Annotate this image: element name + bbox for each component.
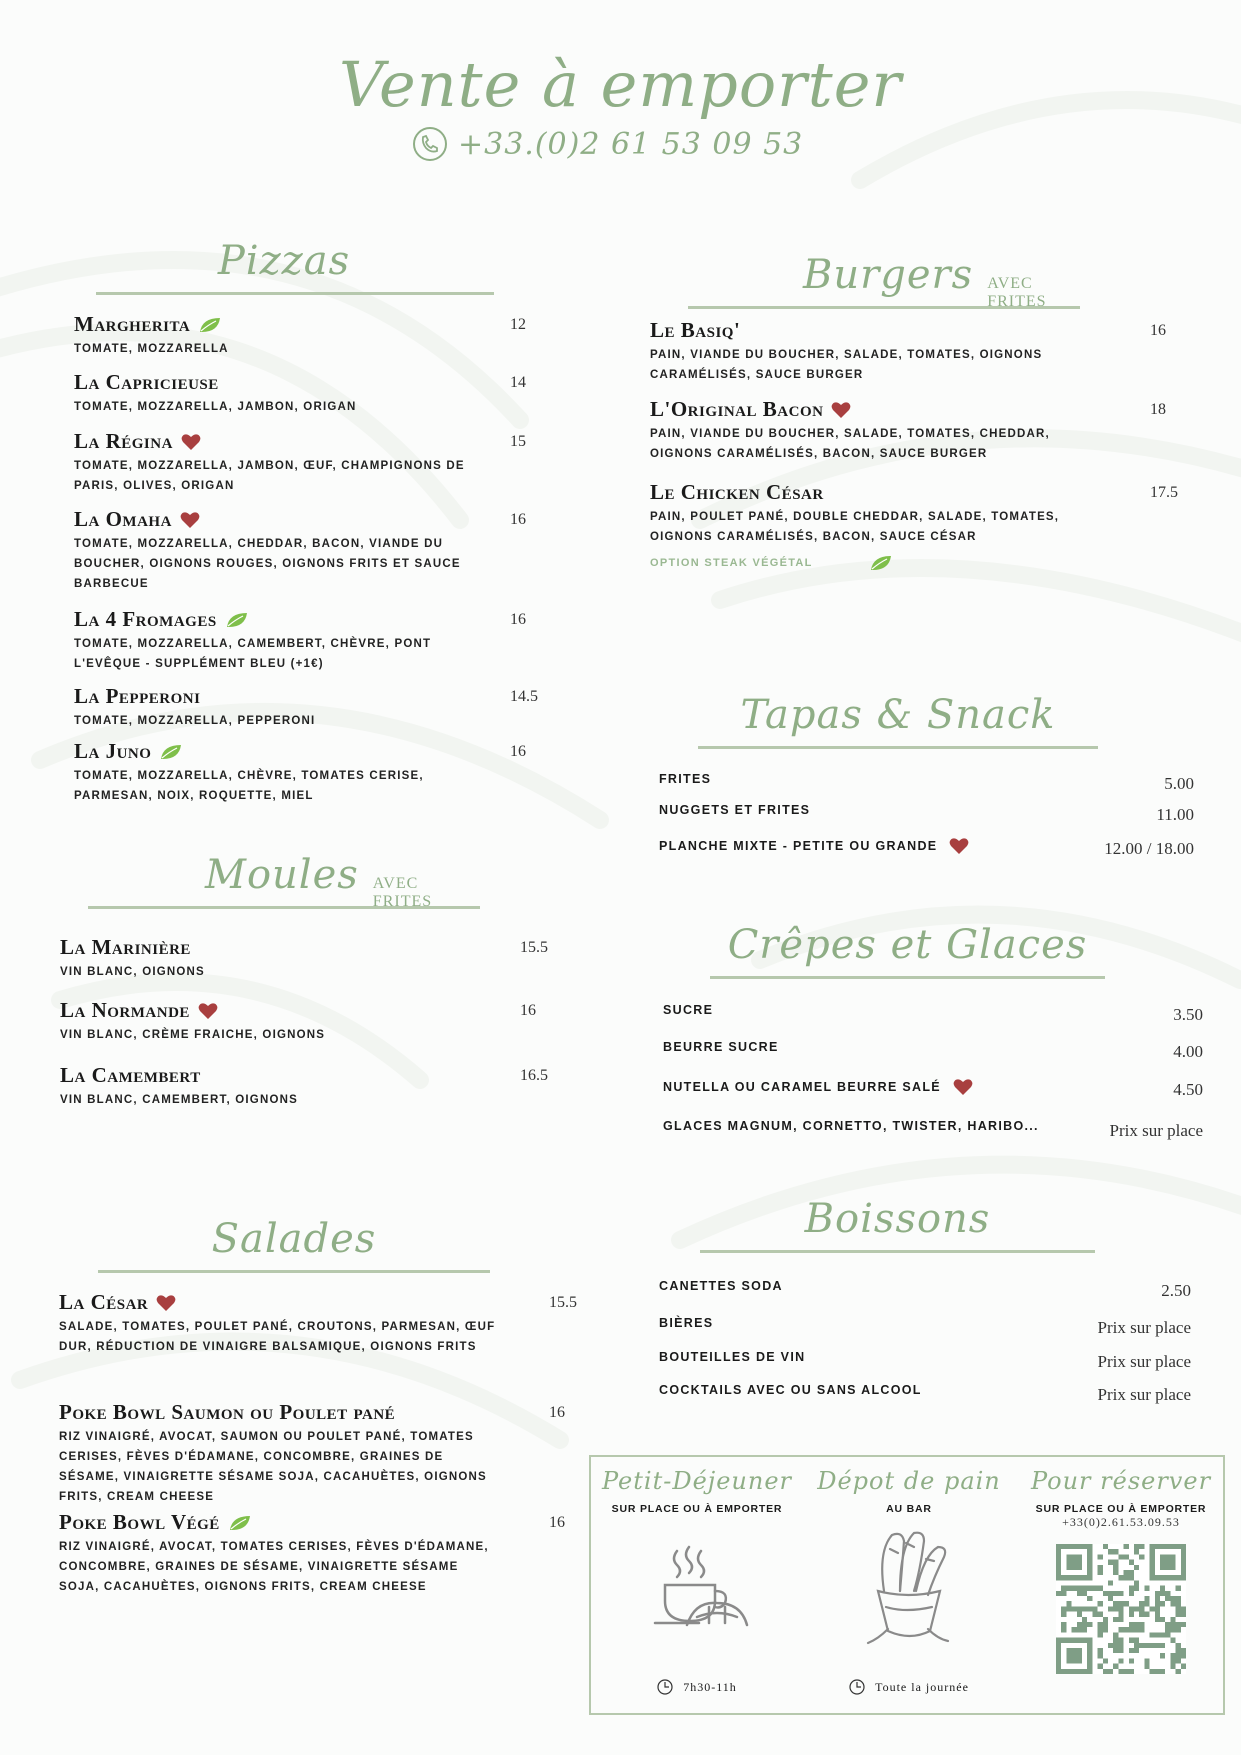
item-name	[60, 935, 550, 960]
reserve-panel	[1015, 1457, 1227, 1713]
item-description: TOMATE, MOZZARELLA, CAMEMBERT, CHÈVRE, PONT L'EVÊQUE - SUPPLÉMENT BLEU (+1€)	[74, 638, 432, 670]
item-name-text: La César	[59, 1290, 149, 1314]
item-price: 16	[520, 1002, 536, 1019]
item-name	[74, 429, 524, 454]
leaf-icon	[159, 743, 183, 761]
menu-item	[74, 312, 524, 359]
item-name-text: La Régina	[74, 429, 173, 453]
moules-section	[80, 852, 480, 909]
item-description: VIN BLANC, CRÈME FRAICHE, OIGNONS	[60, 1029, 326, 1041]
menu-row	[663, 1003, 1203, 1027]
item-price: 18	[1150, 401, 1166, 418]
burgers-section	[688, 252, 1080, 309]
item-description: TOMATE, MOZZARELLA, JAMBON, ORIGAN	[74, 401, 357, 413]
salades-divider	[98, 1270, 490, 1273]
item-price: 16	[1150, 322, 1166, 339]
item-name-text: La Pepperoni	[74, 684, 201, 708]
item-description: TOMATE, MOZZARELLA, JAMBON, ŒUF, CHAMPIGNONS DE PARIS, OLIVES, ORIGAN	[74, 460, 465, 492]
item-description: TOMATE, MOZZARELLA	[74, 343, 229, 355]
boissons-section	[700, 1196, 1095, 1253]
burgers-subtitle: AVEC FRITES	[987, 275, 1047, 310]
leaf-icon	[225, 611, 249, 629]
phone-number: +33.(0)2 61 53 09 53	[458, 126, 804, 162]
menu-item	[74, 684, 538, 731]
item-description: RIZ VINAIGRÉ, AVOCAT, SAUMON OU POULET PANÉ, TOMATES CERISES, FÈVES D'ÉDAMANE, CONCOMBRE, GRAINES DE SÉSAME, VINAIGRETTE SÉSAME SOJA, CACAHUÈTES, OIGNONS FRITS, CREAM CHEESE	[59, 1431, 487, 1503]
row-label	[659, 1383, 922, 1397]
item-name	[74, 370, 524, 395]
menu-item	[650, 480, 1180, 547]
item-description: VIN BLANC, OIGNONS	[60, 966, 205, 978]
item-name	[59, 1510, 569, 1535]
menu-item	[59, 1400, 569, 1507]
item-name-text: La 4 Fromages	[74, 607, 217, 631]
burger-option	[650, 554, 893, 572]
menu-item	[60, 935, 550, 982]
pizzas-section	[74, 238, 494, 295]
row-label-text: NUGGETS ET FRITES	[659, 803, 811, 817]
menu-item	[650, 318, 1180, 385]
item-description: SALADE, TOMATES, POULET PANÉ, CROUTONS, PARMESAN, ŒUF DUR, RÉDUCTION DE VINAIGRE BALSAMIQUE, OIGNONS FRITS	[59, 1321, 496, 1353]
item-price: 15.5	[549, 1294, 577, 1311]
item-name	[74, 607, 524, 632]
item-name-text: La Juno	[74, 739, 152, 763]
item-name-text: L'Original Bacon	[650, 397, 824, 421]
crepes-list	[663, 1003, 1203, 1153]
item-name-text: La Normande	[60, 998, 190, 1022]
reserve-caption: SUR PLACE OU À EMPORTER	[1035, 1503, 1207, 1515]
burgers-heading: Burgers	[803, 252, 974, 298]
row-label	[659, 1316, 713, 1330]
info-box	[589, 1455, 1225, 1715]
item-name	[650, 480, 1180, 505]
item-name-text: La Camembert	[60, 1063, 201, 1087]
menu-item	[60, 998, 550, 1045]
menu-item	[59, 1510, 569, 1597]
row-price: 12.00 / 18.00	[1104, 839, 1194, 858]
menu-row	[659, 772, 1194, 796]
row-label	[663, 1119, 1039, 1133]
bread-caption: AU BAR	[886, 1503, 932, 1515]
tapas-heading: Tapas & Snack	[740, 692, 1056, 738]
bread-title: Dépot de pain	[817, 1467, 1001, 1495]
menu-row	[659, 1350, 1191, 1374]
menu-row	[659, 1383, 1191, 1407]
row-label	[663, 1003, 713, 1017]
menu-row	[663, 1078, 1203, 1102]
row-label	[663, 1078, 973, 1096]
menu-item	[60, 1063, 550, 1110]
salades-section	[98, 1216, 490, 1273]
item-name	[59, 1400, 569, 1425]
breakfast-panel	[591, 1457, 803, 1713]
item-name	[74, 312, 524, 337]
menu-row	[659, 837, 1194, 861]
breakfast-caption: SUR PLACE OU À EMPORTER	[611, 1503, 783, 1515]
item-name	[60, 1063, 550, 1088]
row-label-text: BIÈRES	[659, 1316, 714, 1330]
item-name-text: Poke Bowl Saumon ou Poulet pané	[59, 1400, 396, 1424]
leaf-icon	[228, 1514, 252, 1532]
item-price: 16	[549, 1404, 565, 1421]
item-name-text: Poke Bowl Végé	[59, 1510, 220, 1534]
item-name	[650, 397, 1180, 422]
row-label-text: BEURRE SUCRE	[663, 1040, 779, 1054]
row-label-text: NUTELLA OU CARAMEL BEURRE SALÉ	[663, 1080, 941, 1094]
header-phone[interactable]	[412, 126, 803, 162]
moules-heading: Moules	[205, 852, 359, 898]
item-description: TOMATE, MOZZARELLA, CHÈVRE, TOMATES CERISE, PARMESAN, NOIX, ROQUETTE, MIEL	[74, 770, 424, 802]
heart-icon	[156, 1294, 176, 1312]
tapas-list	[659, 772, 1194, 882]
item-description: TOMATE, MOZZARELLA, PEPPERONI	[74, 715, 316, 727]
reserve-phone[interactable]: +33(0)2.61.53.09.53	[1062, 1515, 1180, 1529]
heart-icon	[181, 433, 201, 451]
breakfast-time: 7h30-11h	[683, 1679, 737, 1694]
pizzas-divider	[96, 292, 494, 295]
heart-icon	[953, 1078, 973, 1096]
moules-list	[60, 935, 550, 1135]
row-label-text: FRITES	[659, 772, 712, 786]
row-label-text: BOUTEILLES DE VIN	[659, 1350, 806, 1364]
menu-item	[74, 739, 524, 806]
tapas-section	[698, 692, 1098, 749]
salades-list	[59, 1290, 577, 1620]
page-title: Vente à emporter	[338, 48, 903, 121]
item-description: PAIN, VIANDE DU BOUCHER, SALADE, TOMATES, CHEDDAR, OIGNONS CARAMÉLISÉS, BACON, SAUCE BURGER	[650, 428, 1050, 460]
boissons-list	[659, 1279, 1191, 1409]
item-name	[74, 507, 524, 532]
item-price: 14.5	[510, 688, 538, 705]
menu-item	[74, 370, 524, 417]
bread-hours	[803, 1679, 1015, 1695]
menu-item	[74, 607, 524, 674]
leaf-icon	[198, 316, 222, 334]
row-price: Prix sur place	[1097, 1352, 1191, 1371]
heart-icon	[180, 511, 200, 529]
item-price: 16.5	[520, 1067, 548, 1084]
item-description: PAIN, VIANDE DU BOUCHER, SALADE, TOMATES, OIGNONS CARAMÉLISÉS, SAUCE BURGER	[650, 349, 1043, 381]
item-price: 15	[510, 433, 526, 450]
row-price: Prix sur place	[1097, 1385, 1191, 1404]
item-name-text: Margherita	[74, 312, 191, 336]
row-label	[659, 1279, 783, 1293]
bread-time: Toute la journée	[875, 1679, 969, 1694]
menu-row	[659, 803, 1194, 827]
row-price: Prix sur place	[1097, 1318, 1191, 1337]
row-price: 4.50	[1173, 1080, 1203, 1099]
item-name-text: La Marinière	[60, 935, 191, 959]
menu-row	[663, 1040, 1203, 1064]
item-name	[74, 739, 524, 764]
item-description: PAIN, POULET PANÉ, DOUBLE CHEDDAR, SALADE, TOMATES, OIGNONS CARAMÉLISÉS, BACON, SAUCE CÉSAR	[650, 511, 1060, 543]
heart-icon	[949, 837, 969, 855]
burgers-list	[650, 318, 1180, 578]
item-description: VIN BLANC, CAMEMBERT, OIGNONS	[60, 1094, 298, 1106]
item-price: 16	[510, 743, 526, 760]
item-name	[650, 318, 1180, 343]
clock-icon	[849, 1679, 865, 1695]
row-price: 4.00	[1173, 1042, 1203, 1061]
menu-item	[650, 397, 1180, 464]
boissons-divider	[700, 1250, 1095, 1253]
tapas-divider	[698, 746, 1098, 749]
pizzas-heading: Pizzas	[217, 238, 351, 284]
item-name	[59, 1290, 569, 1315]
salades-heading: Salades	[211, 1216, 377, 1262]
reserve-title: Pour réserver	[1030, 1467, 1212, 1495]
row-label-text: PLANCHE MIXTE - PETITE OU GRANDE	[659, 839, 938, 853]
item-price: 15.5	[520, 939, 548, 956]
clock-icon	[657, 1679, 673, 1695]
phone-icon	[412, 126, 448, 162]
menu-row	[663, 1119, 1203, 1143]
row-price: 5.00	[1164, 774, 1194, 793]
row-label-text: SUCRE	[663, 1003, 714, 1017]
row-price: Prix sur place	[1109, 1121, 1203, 1140]
row-label	[659, 772, 711, 786]
crepes-heading: Crêpes et Glaces	[727, 922, 1088, 968]
baguette-bag-icon	[854, 1521, 964, 1651]
item-price: 12	[510, 316, 526, 333]
row-label	[659, 1350, 805, 1364]
leaf-icon	[869, 554, 893, 572]
option-label: OPTION STEAK VÉGÉTAL	[650, 557, 813, 569]
menu-item	[74, 429, 524, 496]
crepes-divider	[710, 976, 1105, 979]
menu-item	[74, 507, 524, 594]
row-price: 3.50	[1173, 1005, 1203, 1024]
item-name-text: La Capricieuse	[74, 370, 219, 394]
boissons-heading: Boissons	[804, 1196, 991, 1242]
item-price: 14	[510, 374, 526, 391]
coffee-croissant-icon	[637, 1533, 757, 1643]
row-label-text: GLACES MAGNUM, CORNETTO, TWISTER, HARIBO...	[663, 1119, 1039, 1133]
heart-icon	[831, 401, 851, 419]
qr-code[interactable]	[1056, 1544, 1186, 1674]
bread-panel	[803, 1457, 1015, 1713]
breakfast-hours	[591, 1679, 803, 1695]
row-label-text: COCKTAILS AVEC OU SANS ALCOOL	[659, 1383, 922, 1397]
breakfast-title: Petit-Déjeuner	[601, 1467, 793, 1495]
moules-subtitle: AVEC FRITES	[372, 875, 433, 910]
item-price: 16	[549, 1514, 565, 1531]
item-description: RIZ VINAIGRÉ, AVOCAT, TOMATES CERISES, FÈVES D'ÉDAMANE, CONCOMBRE, GRAINES DE SÉSAME, VINAIGRETTE SÉSAME SOJA, CACAHUÈTES, OIGNONS FRITS, CREAM CHEESE	[59, 1541, 489, 1593]
row-price: 11.00	[1156, 805, 1194, 824]
item-name	[60, 998, 550, 1023]
item-name-text: Le Basiq'	[650, 318, 741, 342]
item-name	[74, 684, 524, 709]
item-name-text: La Omaha	[74, 507, 172, 531]
menu-item	[59, 1290, 577, 1357]
item-price: 16	[510, 611, 526, 628]
row-label	[659, 837, 969, 855]
row-label-text: CANETTES SODA	[659, 1279, 783, 1293]
menu-row	[659, 1316, 1191, 1340]
row-label	[659, 803, 810, 817]
item-price: 16	[510, 511, 526, 528]
row-label	[663, 1040, 779, 1054]
row-price: 2.50	[1161, 1281, 1191, 1300]
item-name-text: Le Chicken César	[650, 480, 824, 504]
menu-row	[659, 1279, 1191, 1303]
crepes-section	[710, 922, 1105, 979]
pizzas-list	[74, 312, 538, 812]
heart-icon	[198, 1002, 218, 1020]
item-price: 17.5	[1150, 484, 1178, 501]
item-description: TOMATE, MOZZARELLA, CHEDDAR, BACON, VIANDE DU BOUCHER, OIGNONS ROUGES, OIGNONS FRITS ET SAUCE BARBECUE	[74, 538, 461, 590]
